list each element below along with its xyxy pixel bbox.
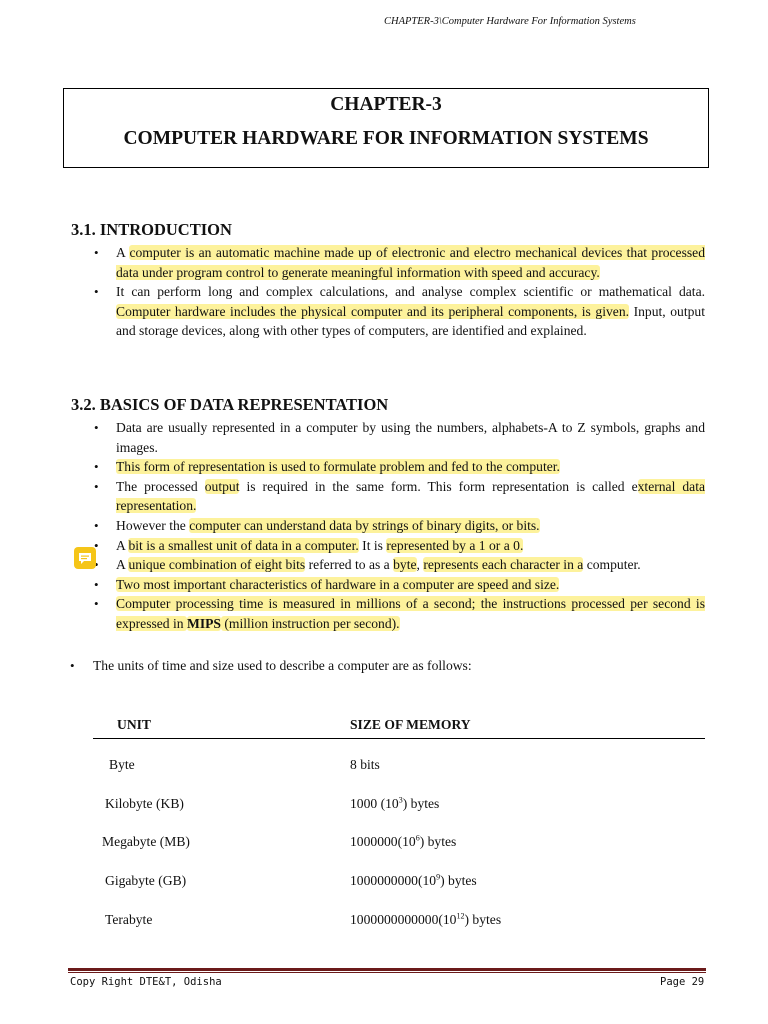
highlighted-text[interactable]: Computer hardware includes the physical computer and its peripheral components, is given. — [116, 303, 630, 319]
highlighted-text[interactable]: computer can understand data by strings of binary digits, or bits. — [189, 517, 540, 533]
units-intro-text: The units of time and size used to describe a computer are as follows: — [93, 658, 472, 673]
size-exponent: 12 — [456, 911, 465, 921]
text-run: computer. — [583, 557, 641, 573]
page-number: Page 29 — [660, 976, 705, 988]
highlighted-text[interactable]: represents each character in a — [423, 557, 584, 573]
highlighted-text[interactable]: computer is an automatic machine made up of electronic and electro mechanical devices that processed data under program control to generate meaningful information with speed and accuracy. — [116, 245, 705, 280]
list-item — [116, 516, 705, 536]
intro-bullet-list — [116, 243, 705, 341]
highlighted-text[interactable]: unique combination of eight bits — [128, 557, 306, 573]
text-run: A — [116, 537, 129, 553]
highlighted-text[interactable]: Computer processing time is measured in millions of a second; the instructions processed per second is expressed in — [116, 596, 705, 631]
text-run: However the — [116, 517, 190, 533]
text-run: is required in the same form. This form representation is called e — [239, 478, 638, 494]
chapter-title-box — [63, 88, 709, 168]
highlighted-text-bold[interactable]: MIPS — [186, 615, 221, 631]
highlighted-text[interactable]: represented by a 1 or a 0. — [386, 537, 524, 553]
size-base: 1000000000000(10 — [350, 912, 457, 927]
size-base: 1000000000(10 — [350, 873, 437, 888]
basics-bullet-list — [116, 418, 705, 634]
footer-rule — [68, 968, 706, 971]
section-heading-basics: 3.2. BASICS OF DATA REPRESENTATION — [71, 395, 389, 414]
highlighted-text[interactable]: xternal data representation. — [116, 478, 706, 514]
table-cell-size — [350, 873, 477, 889]
list-item — [116, 457, 705, 477]
comment-icon[interactable] — [73, 546, 97, 570]
list-item — [116, 555, 705, 575]
list-item — [116, 477, 705, 516]
table-cell-unit: Byte — [109, 757, 135, 772]
table-cell-unit: Terabyte — [105, 912, 153, 927]
size-base: 8 bits — [350, 757, 380, 772]
text-run: Input, output and storage devices, along with other types of computers, are identified and explained. — [116, 303, 705, 339]
highlighted-text[interactable]: (million instruction per second). — [220, 615, 400, 631]
text-run: Data are usually represented in a computer by using the numbers, alphabets-A to Z symbols, graphs and images. — [116, 420, 705, 455]
footer-rule-thin — [68, 972, 706, 973]
chapter-title: COMPUTER HARDWARE FOR INFORMATION SYSTEMS — [123, 128, 649, 149]
table-cell-size — [350, 834, 456, 850]
table-cell-unit: Gigabyte (GB) — [105, 873, 187, 888]
table-cell-unit: Megabyte (MB) — [102, 834, 190, 849]
highlighted-text[interactable]: output — [204, 478, 240, 494]
list-item — [116, 243, 705, 282]
size-base: 1000 (10 — [350, 796, 399, 811]
bullet-icon: • — [70, 658, 75, 673]
list-item — [116, 282, 705, 341]
table-cell-size — [350, 757, 380, 773]
text-run: referred to as a — [305, 557, 394, 573]
text-run: The processed — [116, 478, 205, 494]
highlighted-text[interactable]: This form of representation is used to formulate problem and fed to the computer. — [116, 459, 560, 475]
text-run: , — [416, 557, 424, 573]
text-run: It can perform long and complex calculations, and analyse complex scientific or mathematical data. — [116, 284, 705, 300]
table-cell-size — [350, 796, 439, 812]
text-run: A — [116, 245, 130, 260]
text-run: A — [116, 557, 129, 573]
footer-copyright: Copy Right DTE&T, Odisha — [70, 976, 222, 988]
size-tail: ) bytes — [440, 873, 477, 888]
size-exponent: 6 — [415, 833, 420, 843]
size-tail: ) bytes — [464, 912, 502, 927]
list-item — [116, 575, 705, 595]
size-exponent: 9 — [436, 872, 441, 882]
section-heading-intro: 3.1. INTRODUCTION — [71, 220, 232, 239]
table-header-unit: UNIT — [117, 717, 151, 732]
size-tail: ) bytes — [419, 834, 457, 849]
highlighted-text[interactable]: Two most important characteristics of hardware in a computer are speed and size. — [116, 576, 560, 592]
size-tail: ) bytes — [402, 796, 440, 811]
chapter-number: CHAPTER-3 — [330, 94, 442, 115]
text-run: It is — [358, 537, 387, 553]
table-header-rule — [93, 738, 705, 739]
size-exponent: 3 — [398, 795, 403, 805]
list-item — [116, 536, 705, 556]
list-item — [116, 418, 705, 457]
highlighted-text[interactable]: byte — [393, 557, 417, 573]
table-header-size: SIZE OF MEMORY — [350, 717, 471, 732]
table-cell-size — [350, 912, 501, 928]
list-item — [116, 594, 705, 633]
size-base: 1000000(10 — [350, 834, 416, 849]
running-header: CHAPTER-3\Computer Hardware For Information Systems — [384, 16, 636, 27]
highlighted-text[interactable]: bit is a smallest unit of data in a computer. — [128, 537, 359, 553]
table-cell-unit: Kilobyte (KB) — [105, 796, 184, 811]
